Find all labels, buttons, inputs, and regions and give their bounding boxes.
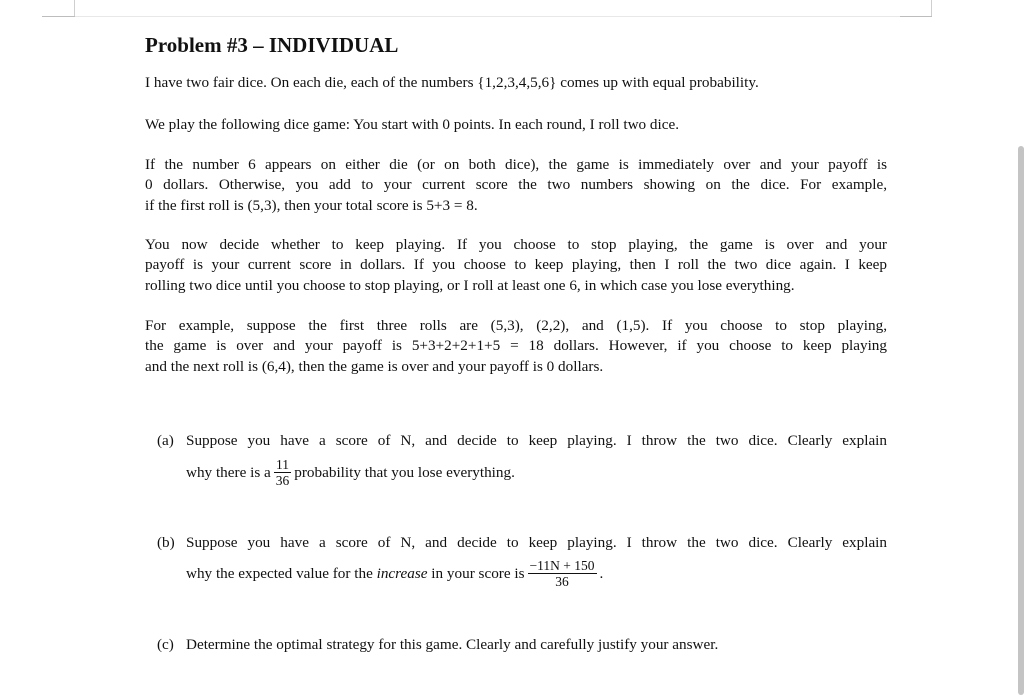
part-a-line1: Suppose you have a score of N, and decide to keep playing. I throw the two dice. Clearly explain xyxy=(186,432,887,449)
fraction-numerator: −11N + 150 xyxy=(529,558,595,573)
crop-mark-left xyxy=(42,16,75,17)
paragraph-dice-intro xyxy=(145,73,887,93)
part-b-line2-mid: in your score is xyxy=(431,564,525,582)
part-c-line1: Determine the optimal strategy for this game. Clearly and carefully justify your answer. xyxy=(186,636,719,653)
part-b-line2-before: why the expected value for the xyxy=(186,564,373,582)
fraction-denominator: 36 xyxy=(275,473,290,488)
paragraph-line: I have two fair dice. On each die, each of the numbers {1,2,3,4,5,6} comes up with equal probability. xyxy=(145,74,759,91)
paragraph-line: We play the following dice game: You start with 0 points. In each round, I roll two dice. xyxy=(145,116,680,133)
fraction-numerator: 11 xyxy=(274,457,292,473)
fraction-11-36 xyxy=(274,457,292,488)
page-top-edge xyxy=(74,0,932,17)
fraction-denominator: 36 xyxy=(555,574,569,589)
problem-title: Problem #3 – INDIVIDUAL xyxy=(145,33,399,57)
paragraph-line: if the first roll is (5,3), then your total score is 5+3 = 8. xyxy=(145,196,478,214)
part-a-label: (a) xyxy=(157,432,174,449)
paragraph-example xyxy=(145,316,887,377)
part-b-line1: Suppose you have a score of N, and decide to keep playing. I throw the two dice. Clearly explain xyxy=(186,534,887,551)
crop-mark-right xyxy=(900,16,932,17)
part-b-emphasis: increase xyxy=(376,564,428,582)
paragraph-six-rule xyxy=(145,155,887,216)
part-a-line2-after: probability that you lose everything. xyxy=(294,463,515,481)
fraction-expected-increase xyxy=(528,558,597,589)
vertical-scrollbar[interactable] xyxy=(1018,146,1024,695)
part-b-line2 xyxy=(186,559,603,590)
part-c-label: (c) xyxy=(157,636,174,653)
paragraph-game-start xyxy=(145,115,887,135)
part-b-label: (b) xyxy=(157,534,175,551)
part-c xyxy=(157,635,887,657)
paragraph-keep-playing xyxy=(145,235,887,296)
paragraph-line: You now decide whether to keep playing. If you choose to stop playing, the game is over and your xyxy=(145,236,887,253)
part-a-line2-before: why there is a xyxy=(186,463,271,481)
part-a-line2 xyxy=(186,458,515,489)
paragraph-line: and the next roll is (6,4), then the game is over and your payoff is 0 dollars. xyxy=(145,357,604,375)
part-b-line2-after: . xyxy=(599,564,604,582)
paragraph-line: 0 dollars. Otherwise, you add to your current score the two numbers showing on the dice. For example, xyxy=(145,176,887,194)
paragraph-line: rolling two dice until you choose to stop playing, or I roll at least one 6, in which case you lose everything. xyxy=(145,276,795,294)
paragraph-line: For example, suppose the first three rolls are (5,3), (2,2), and (1,5). If you choose to stop playing, xyxy=(145,317,887,334)
paragraph-line: payoff is your current score in dollars. If you choose to keep playing, then I roll the two dice again. I keep xyxy=(145,256,887,274)
part-b xyxy=(157,533,887,593)
paragraph-line: If the number 6 appears on either die (or on both dice), the game is immediately over and your payoff is xyxy=(145,156,887,173)
paragraph-line: the game is over and your payoff is 5+3+2+2+1+5 = 18 dollars. However, if you choose to keep playing xyxy=(145,337,887,355)
part-a xyxy=(157,431,887,491)
